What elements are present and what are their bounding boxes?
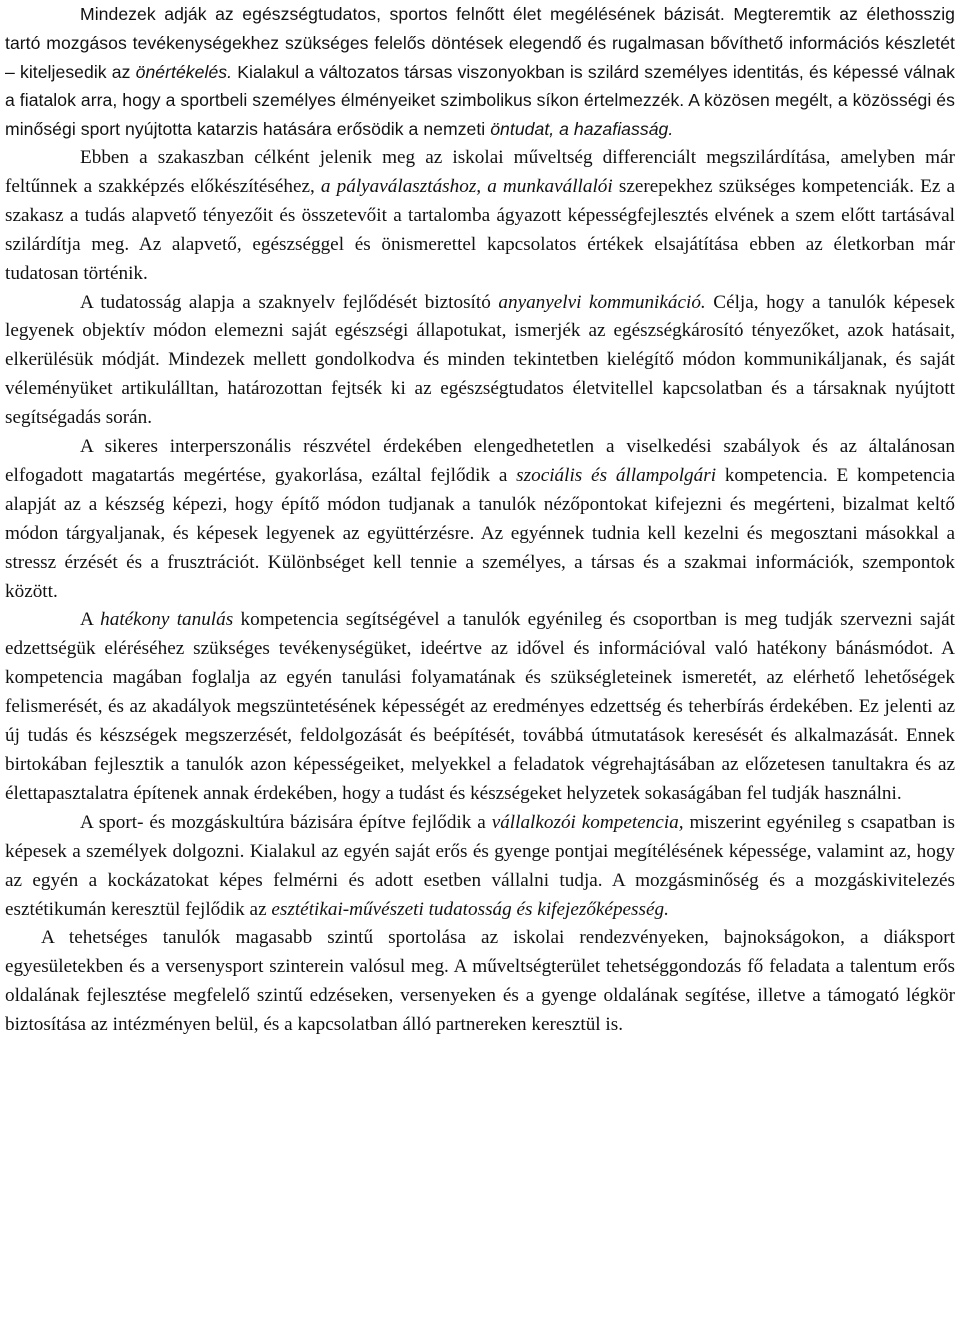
text-segment: A [80, 609, 101, 631]
text-segment: Mindezek adják az egészségtudatos, sportos felnőtt élet megélésének bázisát. Megteremtik az élethosszig tartó mozgásos tevékenységekhez szükséges felelős döntések elegendő és rugalmasan bővíthető információs készletét – kiteljesedik az [5, 4, 955, 82]
text-segment: A tehetséges tanulók magasabb szintű sportolása az iskolai rendezvényeken, bajnokságokon, a diáksport egyesületekben és a versenysport szinterein valósul meg. A műveltségterület tehetséggondozás fő feladata a talentum erős oldalának fejlesztése megfelelő szintű edzéseken, versenyeken és a gyenge oldalának segítése, illetve a támogató légkör biztosítása az intézményen belül, és a kapcsolatban álló partnereken keresztül is. [5, 927, 955, 1036]
text-segment: miszerint egyénileg s csapatban is képesek a személyek dolgozni. Kialakul az egyén saját erős és gyenge pontjai megítélésének képessége, valamint az, hogy az egyén a kockázatokat képes felmérni és adott esetben vállalni tudja. A mozgásminőség és a mozgáskivitelezés esztétikumán keresztül fejlődik az [5, 811, 955, 920]
paragraph-6 [5, 809, 955, 925]
document-page [5, 0, 955, 1040]
text-segment-italic: önértékelés. [135, 61, 233, 82]
text-segment: kompetencia segítségével a tanulók egyénileg és csoportban is meg tudják szervezni saját edzettségük eléréséhez szükséges tevékenységüket, ideértve az idővel és információval való hatékony bánásmódot. A kompetencia magában foglalja az egyén tanulási folyamatának és szükségleteinek ismeretét, az elérhető lehetőségek felismerését, és az akadályok megszüntetésének képességét az eredményes edzettség és teherbírás érdekében. Ez jelenti az új tudás és készségek megszerzését, feldolgozását és beépítését, továbbá útmutatások keresését és alkalmazását. Ennek birtokában fejlesztik a tanulók azon képességeiket, melyekkel a feladatok végrehajtásában az előzetesen tanultakra és az élettapasztalatra építenek annak érdekében, hogy a tudást és készségeket helyzetek sokaságában fel tudják használni. [5, 609, 955, 804]
text-segment-italic: öntudat, a hazafiasság. [490, 119, 674, 140]
paragraph-1 [5, 0, 955, 144]
paragraph-3 [5, 289, 955, 434]
text-segment-italic: esztétikai-művészeti tudatosság és kifejezőképesség. [271, 898, 669, 920]
paragraph-7 [5, 924, 955, 1040]
text-segment: szerepekhez szükséges kompetenciák. Ez a szakasz a tudás alapvető tényezőit és összetevőit a tartalomba ágyazott képességfejlesztés elvének a szem előtt tartásával szilárdítja meg. Az alapvető, egészséggel és önismerettel kapcsolatos értékek elsajátítása ebben az életkorban már tudatosan történik. [5, 175, 956, 284]
text-segment: Ebben a szakaszban célként jelenik meg az iskolai műveltség differenciált megszilárdítása, amelyben már feltűnnek a szakképzés előkészítéséhez, [5, 146, 955, 197]
text-segment-italic: anyanyelvi kommunikáció. [498, 291, 706, 313]
text-segment-italic: szociális és állampolgári [516, 464, 717, 486]
text-segment-italic: a pályaválasztáshoz, a munkavállalói [320, 175, 613, 197]
paragraph-2 [5, 144, 955, 289]
text-segment: A tudatosság alapja a szaknyelv fejlődését biztosító [80, 291, 499, 313]
text-segment: A sikeres interperszonális részvétel érdekében elengedhetetlen a viselkedési szabályok és az általánosan elfogadott magatartás megértése, gyakorlása, ezáltal fejlődik a [5, 436, 955, 486]
text-segment: Célja, hogy a tanulók képesek legyenek objektív módon elemezni saját egészségi állapotukat, ismerjék az egészségkárosító tényezőket, azok hatásait, elkerülésük módját. Mindezek mellett gondolkodva és minden tekintetben kielégítő módon kommunikáljanak, és saját véleményüket artikulálltan, határozottan fejtsék ki az egészségtudatos életvitellel kapcsolatban és a társaknak nyújtott segítségadás során. [5, 291, 955, 429]
text-segment-italic: hatékony tanulás [100, 609, 234, 631]
paragraph-5 [5, 606, 955, 808]
text-segment-italic: vállalkozói kompetencia, [491, 811, 684, 833]
text-segment: kompetencia. E kompetencia alapját az a készség képezi, hogy építő módon tudjanak a tanulók nézőpontokat kifejezni és megérteni, bizalmat keltő módon tárgyaljanak, és képesek legyenek az együttérzésre. Az egyénnek tudnia kell kezelni és megosztani másokkal a stressz érzését és a frusztrációt. Különbséget kell tennie a személyes, a társas és a szakmai információk, szempontok között. [5, 464, 955, 602]
paragraph-4 [5, 433, 955, 606]
text-segment: Kialakul a változatos társas viszonyokban is szilárd személyes identitás, és képessé válnak a fiatalok arra, hogy a sportbeli személyes élményeiket szimbolikus síkon értelmezzék. A közösen megélt, a közösségi és minőségi sport nyújtotta katarzis hatására erősödik a nemzeti [5, 61, 956, 140]
text-segment: A sport- és mozgáskultúra bázisára építve fejlődik a [80, 811, 492, 833]
